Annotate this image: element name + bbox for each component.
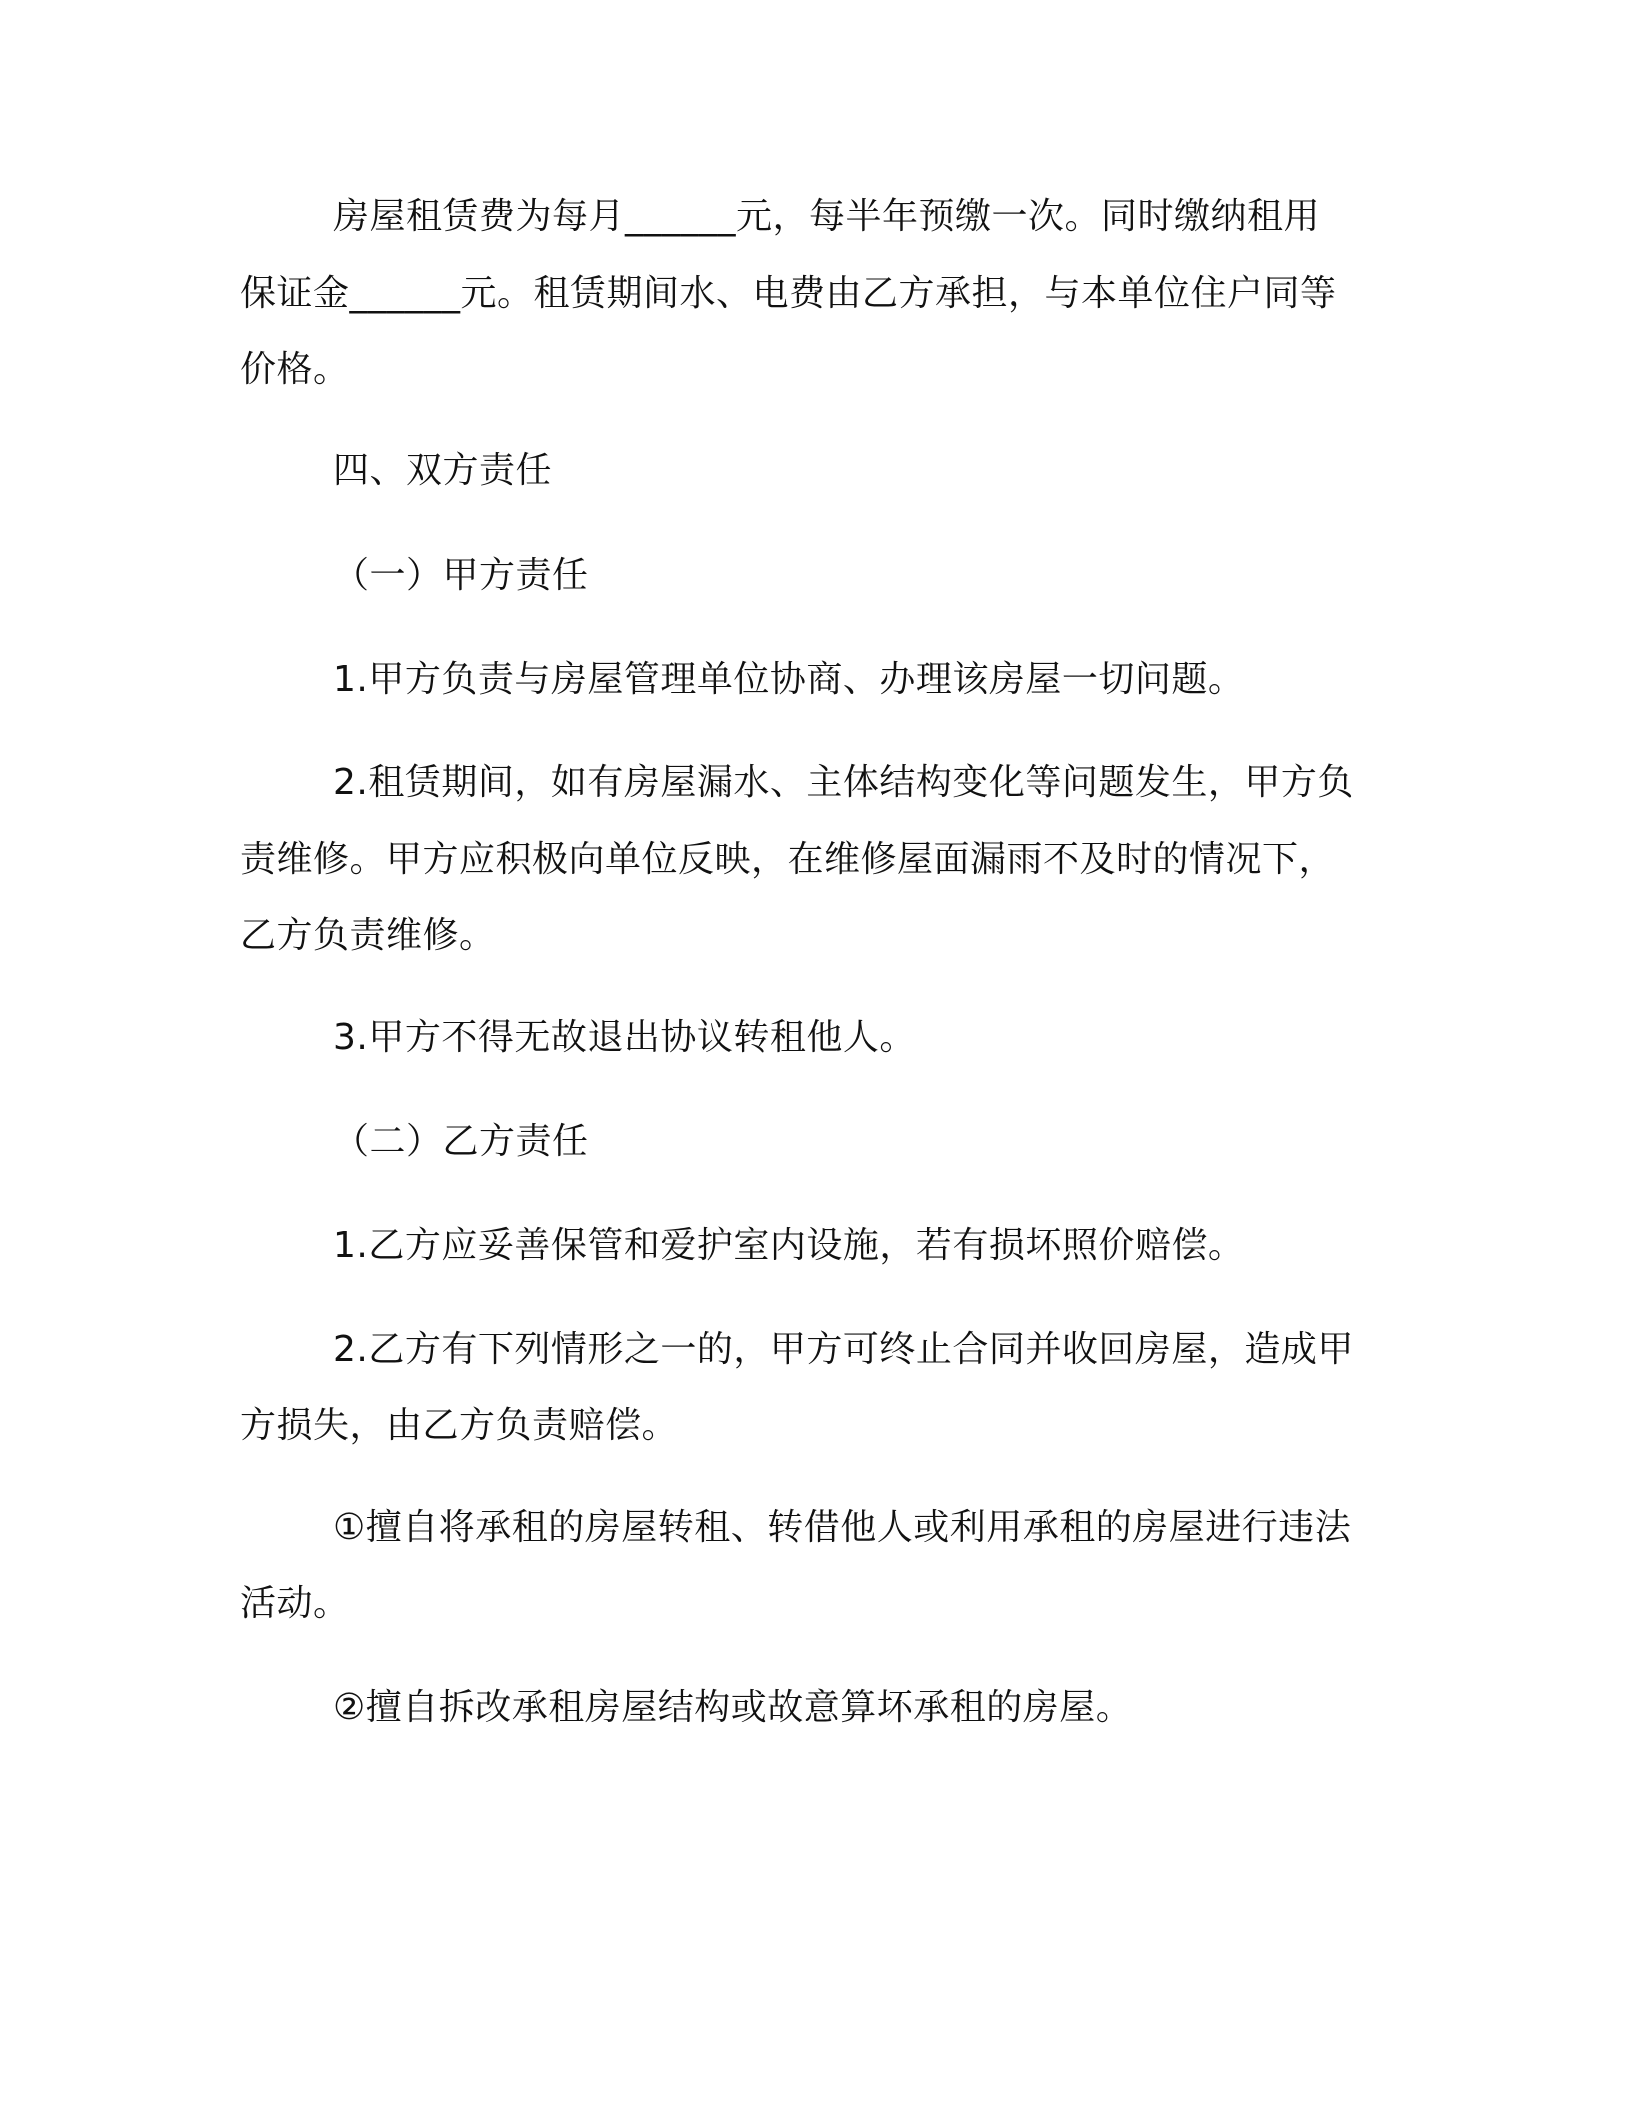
text-line: 1.甲方负责与房屋管理单位协商、办理该房屋一切问题。: [333, 659, 1245, 700]
text-line: 2.租赁期间，如有房屋漏水、主体结构变化等问题发生，甲方负: [333, 762, 1354, 803]
text-line: 房屋租赁费为每月______元，每半年预缴一次。同时缴纳租用: [333, 196, 1321, 237]
subsection-heading: （一）甲方责任: [333, 555, 589, 596]
subsection-heading: （二）乙方责任: [333, 1121, 589, 1162]
text-line: 2.乙方有下列情形之一的，甲方可终止合同并收回房屋，造成甲: [333, 1329, 1354, 1370]
text-line: 活动。: [240, 1583, 350, 1624]
text-line: 责维修。甲方应积极向单位反映，在维修屋面漏雨不及时的情况下，: [240, 839, 1336, 880]
text-line: 3.甲方不得无故退出协议转租他人。: [333, 1017, 916, 1058]
text-line: 价格。: [240, 349, 350, 390]
text-line: 1.乙方应妥善保管和爱护室内设施，若有损坏照价赔偿。: [333, 1225, 1245, 1266]
section-heading: 四、双方责任: [333, 450, 553, 491]
text-line: 保证金______元。租赁期间水、电费由乙方承担，与本单位住户同等: [240, 273, 1337, 314]
text-line: 方损失，由乙方负责赔偿。: [240, 1405, 679, 1446]
text-line: ①擅自将承租的房屋转租、转借他人或利用承租的房屋进行违法: [333, 1507, 1352, 1548]
text-line: ②擅自拆改承租房屋结构或故意算坏承租的房屋。: [333, 1687, 1133, 1728]
text-line: 乙方负责维修。: [240, 915, 496, 956]
